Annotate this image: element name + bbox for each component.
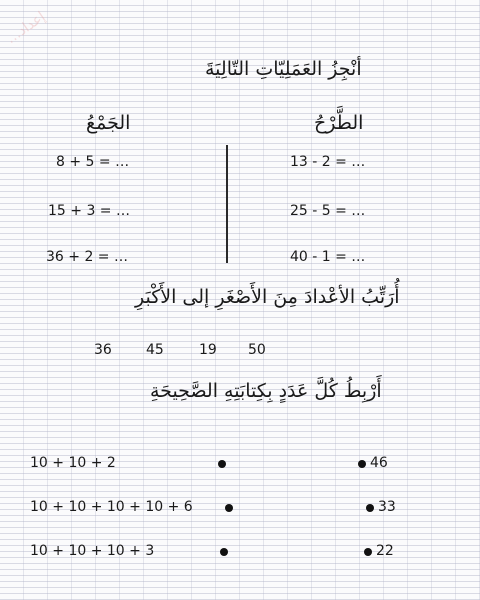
target-dot-1[interactable] [358, 460, 366, 468]
column-divider [226, 145, 228, 263]
expression-1: 10 + 10 + 2 [30, 455, 116, 471]
addition-row-1: 8 + 5 = … [56, 154, 130, 170]
subtraction-heading: الطَّرْحُ [314, 112, 364, 134]
expression-2: 10 + 10 + 10 + 10 + 6 [30, 499, 193, 515]
target-dot-3[interactable] [364, 548, 372, 556]
target-dot-2[interactable] [366, 504, 374, 512]
number-4: 50 [248, 342, 266, 358]
target-1: 46 [370, 455, 388, 471]
expression-dot-1[interactable] [218, 460, 226, 468]
number-1: 36 [94, 342, 112, 358]
number-2: 45 [146, 342, 164, 358]
expression-3: 10 + 10 + 10 + 3 [30, 543, 155, 559]
addition-row-3: 36 + 2 = … [46, 249, 128, 265]
addition-row-2: 15 + 3 = … [48, 203, 130, 219]
section3-title: أَرْبِطُ كُلَّ عَدَدٍ بِكِتابَتِهِ الصَّحِيحَةِ [150, 380, 382, 402]
section1-title: أنْجِزُ العَمَلِيّاتِ التّالِيَةَ [205, 58, 362, 80]
target-2: 33 [378, 499, 396, 515]
subtraction-row-3: 40 - 1 = … [290, 249, 366, 265]
watermark: …إعداد [3, 8, 49, 48]
addition-heading: الجَمْعُ [86, 112, 131, 134]
section2-title: أُرَتِّبُ الأعْدادَ مِنَ الأَصْغَرِ إلى الأَكْبَرِ [135, 286, 400, 308]
target-3: 22 [376, 543, 394, 559]
number-3: 19 [199, 342, 217, 358]
subtraction-row-2: 25 - 5 = … [290, 203, 366, 219]
expression-dot-3[interactable] [220, 548, 228, 556]
subtraction-row-1: 13 - 2 = … [290, 154, 366, 170]
expression-dot-2[interactable] [225, 504, 233, 512]
